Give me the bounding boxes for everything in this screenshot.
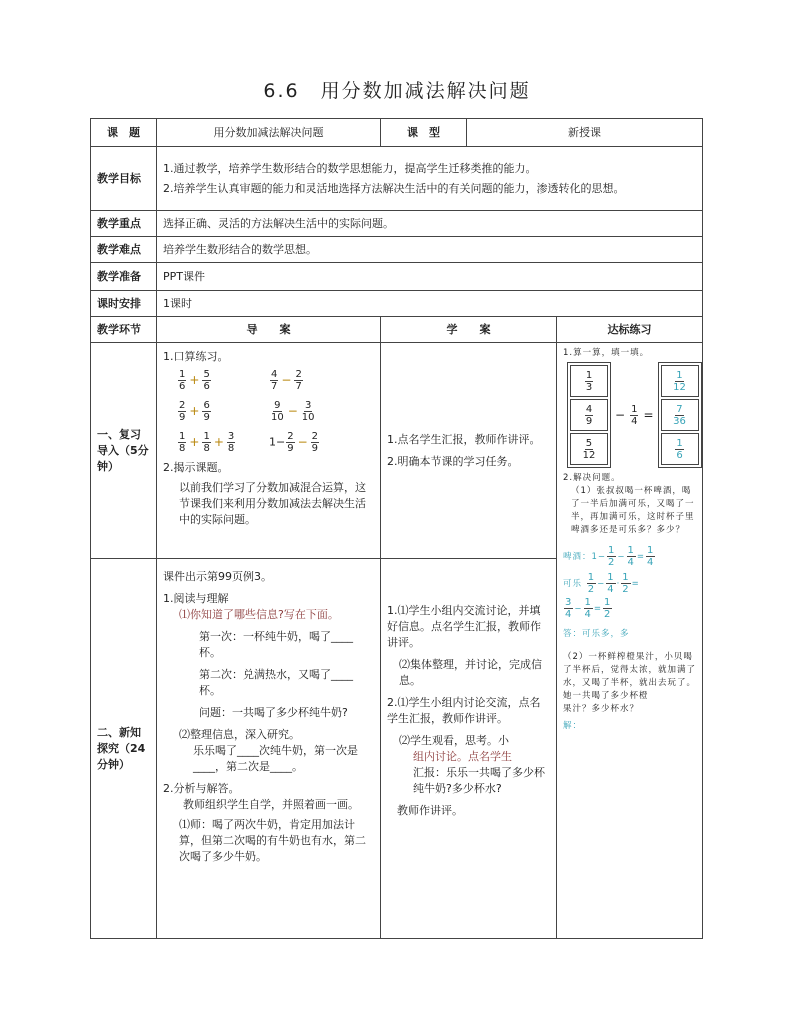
study2-item-7: 教师作讲评。 [397, 804, 463, 817]
stage-header: 教学环节 [91, 317, 157, 343]
guide2-organize-text: 乐乐喝了____次纯牛奶，第一次是____，第二次是____。 [193, 744, 358, 773]
lesson-plan-table [90, 118, 703, 939]
study2-item-1: 1.⑴学生小组内交流讨论，并填好信息。点名学生汇报，教师作讲评。 [387, 604, 541, 649]
guide2-teacher: ⑴师：喝了两次牛奶，肯定用加法计算，但第二次喝的有牛奶也有水，第二次喝了多少牛奶。 [179, 818, 366, 863]
section2-stage: 二、新知探究（24分钟） [91, 559, 157, 939]
page-title: 6.6 用分数加减法解决问题 [263, 80, 531, 102]
preparation-value: PPT课件 [157, 263, 703, 291]
minus-fraction: $\frac{1}{4}$ [631, 403, 638, 427]
key-point-value: 选择正确、灵活的方法解决生活中的实际问题。 [157, 211, 703, 237]
practice-answer: 答：可乐多，多 [563, 629, 630, 639]
study-header: 学 案 [381, 317, 557, 343]
fraction-diagram: $\frac{1}{3}$ $\frac{4}{9}$ $\frac{5}{12}$ − $\frac{1}{4}$ = $\frac{1}{12}$ $\frac{7}{36}$ $\frac{1}{6}$ [567, 362, 698, 468]
goals-cell [157, 147, 703, 211]
right-fraction-stack: $\frac{1}{12}$ $\frac{7}{36}$ $\frac{1}{6}$ [658, 362, 702, 468]
guide2-organize: ⑵整理信息，深入研究。 [179, 728, 300, 741]
study1-item-2: 2.明确本节课的学习任务。 [387, 454, 519, 468]
practice-q2b-2: 果汁？多少杯水？ [563, 704, 640, 714]
guide2-analysis-text: 教师组织学生自学，并照着画一画。 [183, 798, 359, 811]
study2-item-5: 组内讨论。点名学生 [413, 750, 512, 763]
beer-line: 啤酒：1− $\frac{1}{2}$ − $\frac{1}{4}$ = $\frac{1}{4}$ [563, 545, 655, 568]
reveal-text: 以前我们学习了分数加减混合运算，这节课我们来利用分数加减法去解决生活中的实际问题。 [179, 481, 366, 526]
left-fraction-stack: $\frac{1}{3}$ $\frac{4}{9}$ $\frac{5}{12}$ [567, 362, 611, 468]
study2-item-3: 2.⑴学生小组内讨论交流，点名学生汇报，教师作讲评。 [387, 696, 541, 725]
difficulty-value: 培养学生数形结合的数学思想。 [157, 237, 703, 263]
expr-5: $\frac{1}{8}$ + $\frac{1}{8}$ + $\frac{3}{8}$ [179, 431, 235, 454]
practice-solve: 解： [563, 721, 583, 731]
expr-4: $\frac{9}{10}$ − $\frac{3}{10}$ [271, 400, 315, 423]
oral-exercises [177, 369, 374, 454]
section2-guide [157, 559, 381, 939]
schedule-label: 课时安排 [91, 291, 157, 317]
schedule-value: 1课时 [157, 291, 703, 317]
topic-value: 用分数加减法解决问题 [157, 119, 381, 147]
section2-study [381, 559, 557, 939]
oral-title: 1.口算练习。 [163, 350, 229, 363]
study2-item-4: ⑵学生观看，思考。小 [399, 734, 509, 747]
key-point-label: 教学重点 [91, 211, 157, 237]
guide2-analysis-title: 2.分析与解答。 [163, 782, 240, 795]
difficulty-label: 教学难点 [91, 237, 157, 263]
guide2-first: 第一次：一杯纯牛奶，喝了____杯。 [199, 630, 353, 659]
guide2-second: 第二次：兑满热水，又喝了____杯。 [199, 668, 353, 697]
practice-header: 达标练习 [557, 317, 703, 343]
guide2-read-title: 1.阅读与理解 [163, 592, 229, 605]
goal-2: 2.培养学生认真审题的能力和灵活地选择方法解决生活中的有关问题的能力，渗透转化的思想。 [163, 181, 625, 195]
section1-stage: 一、复习导入（5分钟） [91, 343, 157, 559]
cola-line: 可乐 $\frac{1}{2}$ − $\frac{1}{4}$ · $\frac{1}{2}$ = [563, 572, 640, 595]
guide2-question: 问题：一共喝了多少杯纯牛奶? [199, 706, 348, 719]
type-value: 新授课 [467, 119, 703, 147]
practice-q2: 2.解决问题。 [563, 473, 621, 483]
reveal-title: 2.揭示课题。 [163, 461, 229, 474]
practice-q2b: （2）一杯鲜榨橙果汁，小贝喝了半杯后，觉得太浓，就加满了水，又喝了半杯，就出去玩了。她一共喝了多少杯橙 [563, 652, 697, 701]
section1-guide [157, 343, 381, 559]
goals-label: 教学目标 [91, 147, 157, 211]
guide2-intro: 课件出示第99页例3。 [163, 570, 272, 583]
practice-q1: 1.算一算，填一填。 [563, 348, 650, 358]
practice-q2-text: （1）张叔叔喝一杯啤酒，喝了一半后加满可乐，又喝了一半，再加满可乐，这时杯子里啤酒多还是可乐多？多少？ [571, 486, 695, 535]
preparation-label: 教学准备 [91, 263, 157, 291]
expr-1: $\frac{1}{6}$ + $\frac{5}{6}$ [179, 369, 210, 392]
study2-item-6: 汇报：乐乐一共喝了多少杯纯牛奶?多少杯水? [413, 766, 545, 795]
topic-label: 课 题 [91, 119, 157, 147]
study1-item-1: 1.点名学生汇报，教师作讲评。 [387, 432, 541, 446]
goal-1: 1.通过教学，培养学生数形结合的数学思想能力，提高学生迁移类推的能力。 [163, 161, 537, 175]
guide-header: 导 案 [157, 317, 381, 343]
guide2-q1: ⑴你知道了哪些信息?写在下面。 [179, 608, 339, 621]
practice-cell [557, 343, 703, 939]
expr-3: $\frac{2}{9}$ + $\frac{6}{9}$ [179, 400, 210, 423]
section1-study [381, 343, 557, 559]
expr-6: 1− $\frac{2}{9}$ − $\frac{2}{9}$ [269, 431, 319, 454]
expr-2: $\frac{4}{7}$ − $\frac{2}{7}$ [271, 369, 302, 392]
study2-item-2: ⑵集体整理，并讨论，完成信息。 [399, 658, 542, 687]
cola-result-line: $\frac{3}{4}$ − $\frac{1}{4}$ = $\frac{1}{2}$ [565, 597, 612, 620]
type-label: 课 型 [381, 119, 467, 147]
